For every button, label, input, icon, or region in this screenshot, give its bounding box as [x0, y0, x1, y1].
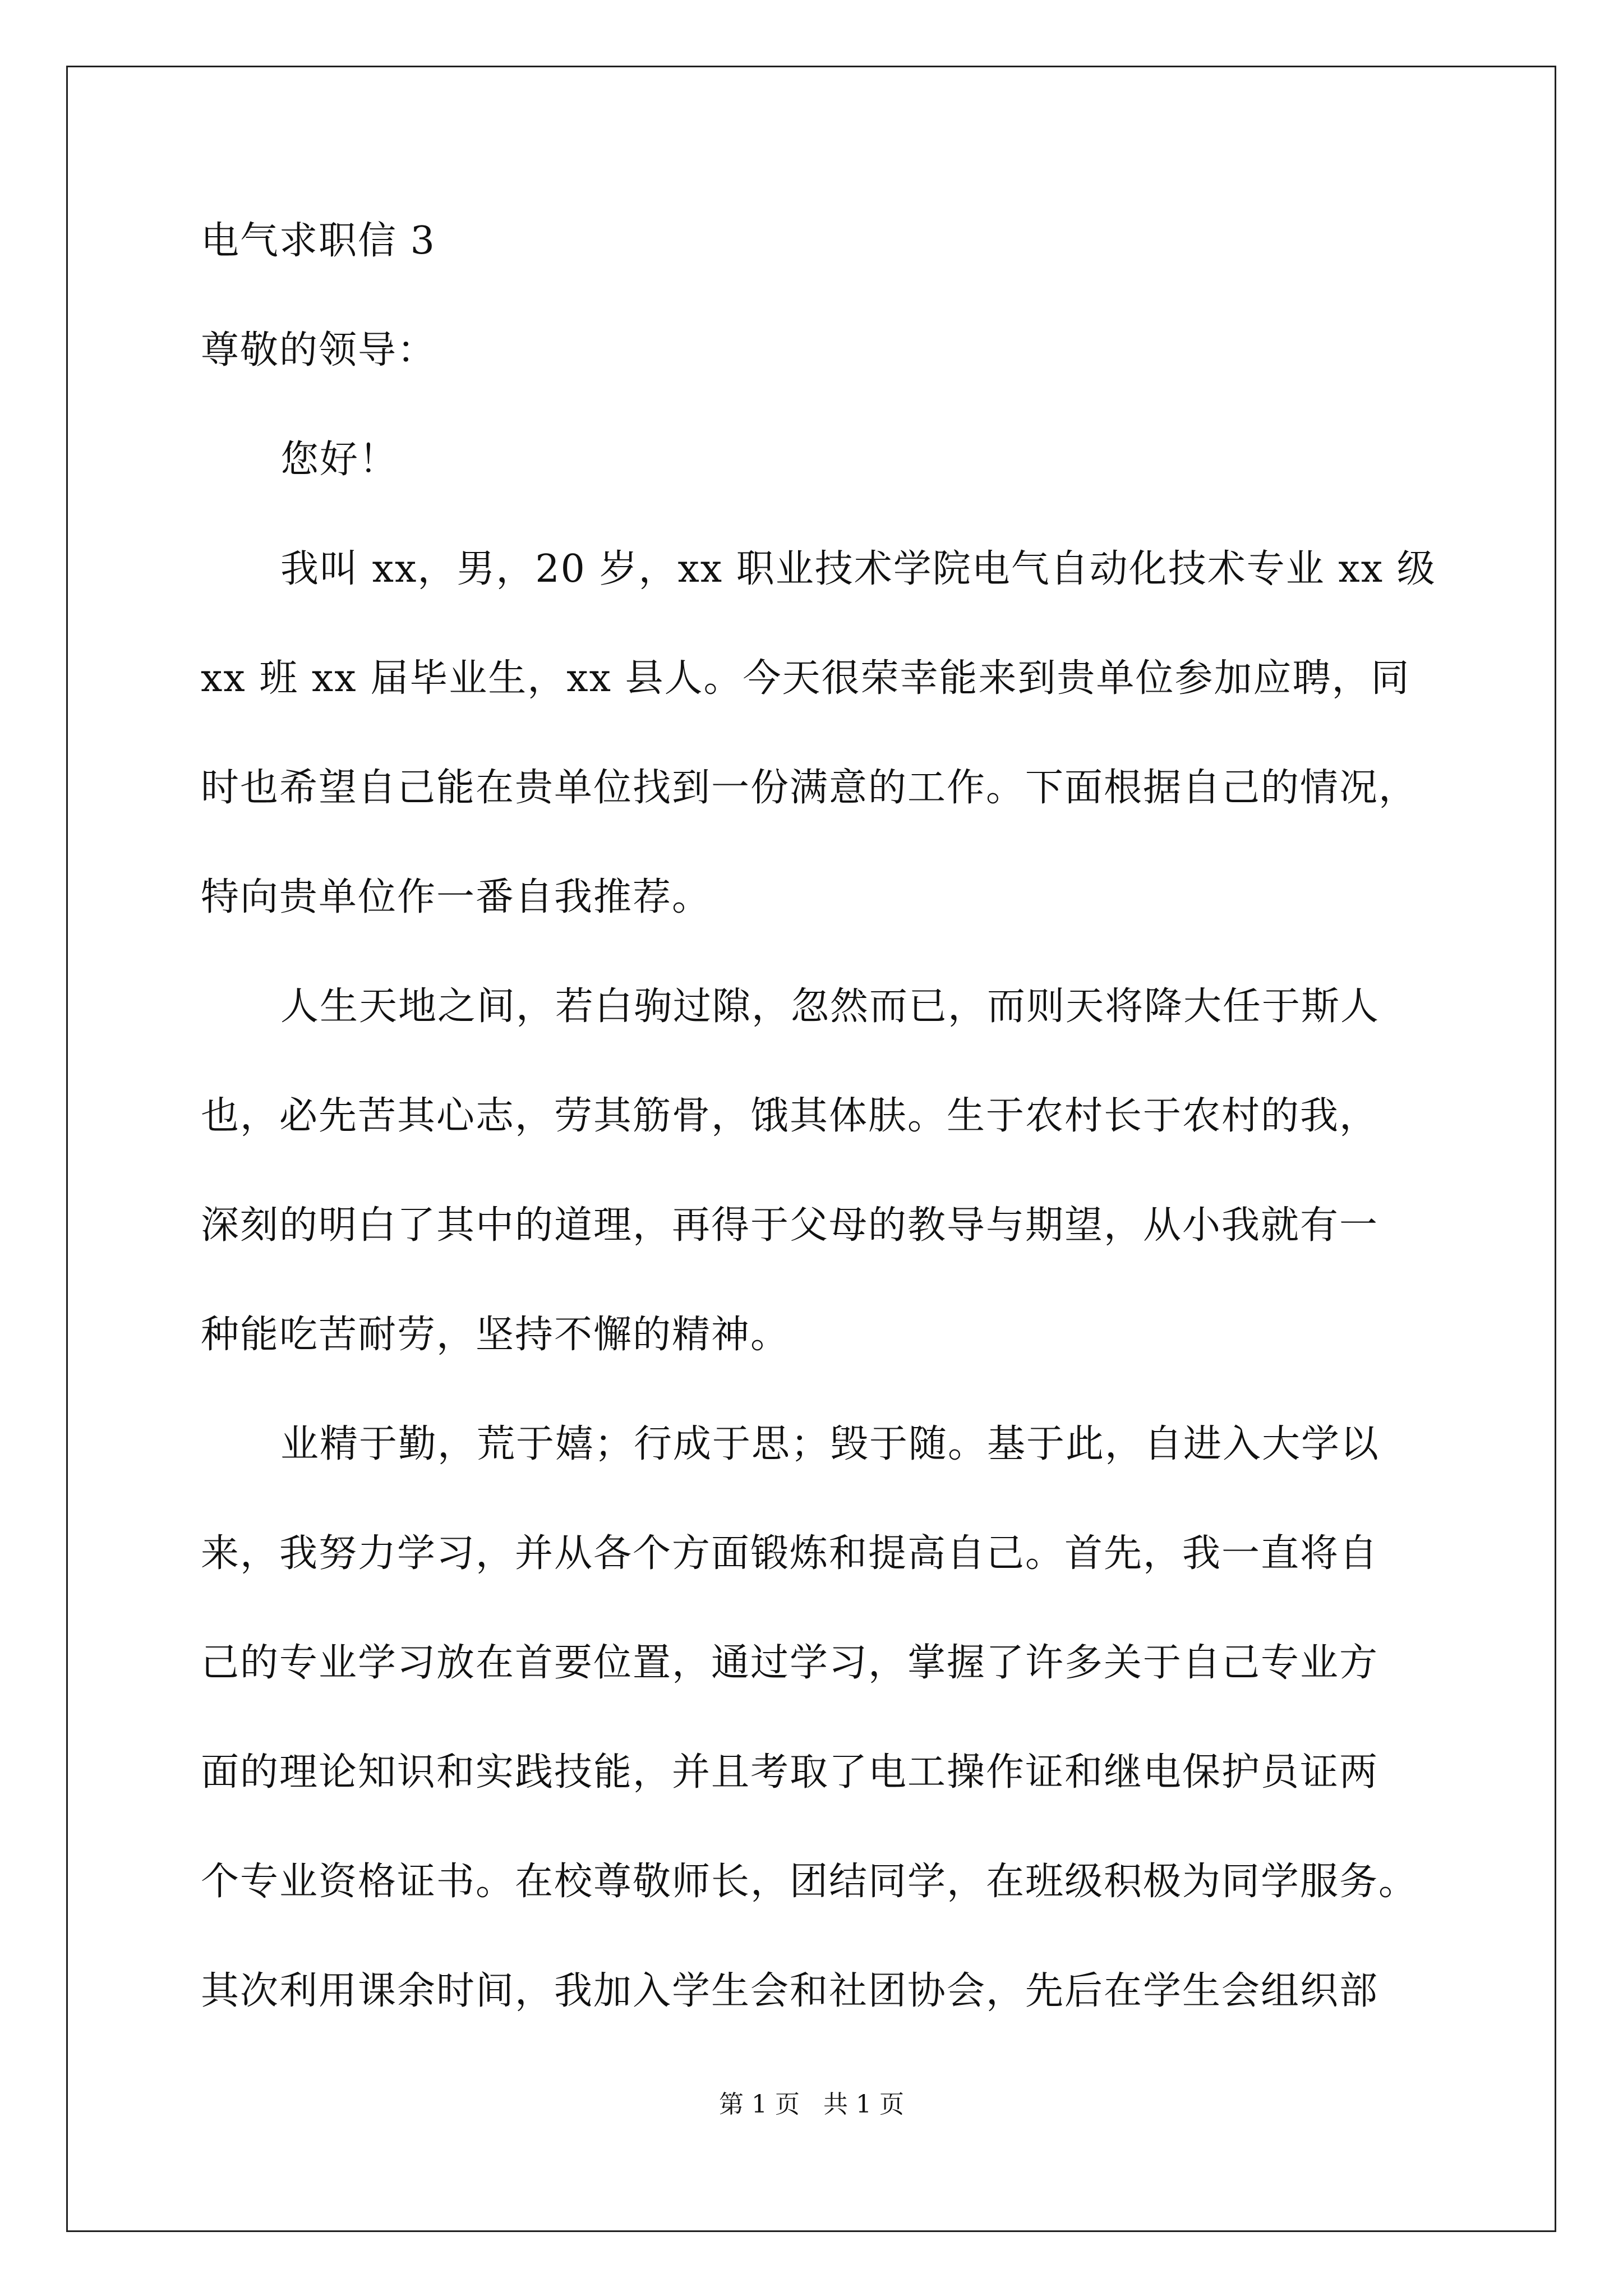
- paragraph-line: 己的专业学习放在首要位置，通过学习，掌握了许多关于自己专业方: [201, 1641, 1379, 1685]
- page-footer: 第 1 页 共 1 页: [719, 2090, 904, 2119]
- paragraph-line: 人生天地之间，若白驹过隙，忽然而已，而则天将降大任于斯人: [280, 984, 1380, 1029]
- greeting-line: 您好！: [280, 438, 399, 482]
- salutation-line: 尊敬的领导：: [201, 328, 437, 372]
- paragraph-line: 面的理论知识和实践技能，并且考取了电工操作证和继电保护员证两: [201, 1750, 1379, 1795]
- paragraph-line: 特向贵单位作一番自我推荐。: [201, 875, 712, 919]
- paragraph-line: 时也希望自己能在贵单位找到一份满意的工作。下面根据自己的情况，: [201, 766, 1418, 810]
- paragraph-line: 深刻的明白了其中的道理，再得于父母的教导与期望，从小我就有一: [201, 1203, 1379, 1248]
- paragraph-line: 来，我努力学习，并从各个方面锻炼和提高自己。首先，我一直将自: [201, 1531, 1379, 1576]
- paragraph-line: xx 班 xx 届毕业生，xx 县人。今天很荣幸能来到贵单位参加应聘，同: [201, 656, 1410, 701]
- document-title: 电气求职信 3: [201, 219, 436, 263]
- paragraph-line: 业精于勤，荒于嬉；行成于思；毁于随。基于此，自进入大学以: [280, 1422, 1380, 1466]
- paragraph-line: 个专业资格证书。在校尊敬师长，团结同学，在班级积极为同学服务。: [201, 1860, 1418, 1904]
- paragraph-line: 我叫 xx，男，20 岁，xx 职业技术学院电气自动化技术专业 xx 级: [280, 547, 1436, 591]
- paragraph-line: 其次利用课余时间，我加入学生会和社团协会，先后在学生会组织部: [201, 1969, 1379, 2013]
- paragraph-line: 也，必先苦其心志，劳其筋骨，饿其体肤。生于农村长于农村的我，: [201, 1094, 1379, 1138]
- paragraph-line: 种能吃苦耐劳，坚持不懈的精神。: [201, 1313, 790, 1357]
